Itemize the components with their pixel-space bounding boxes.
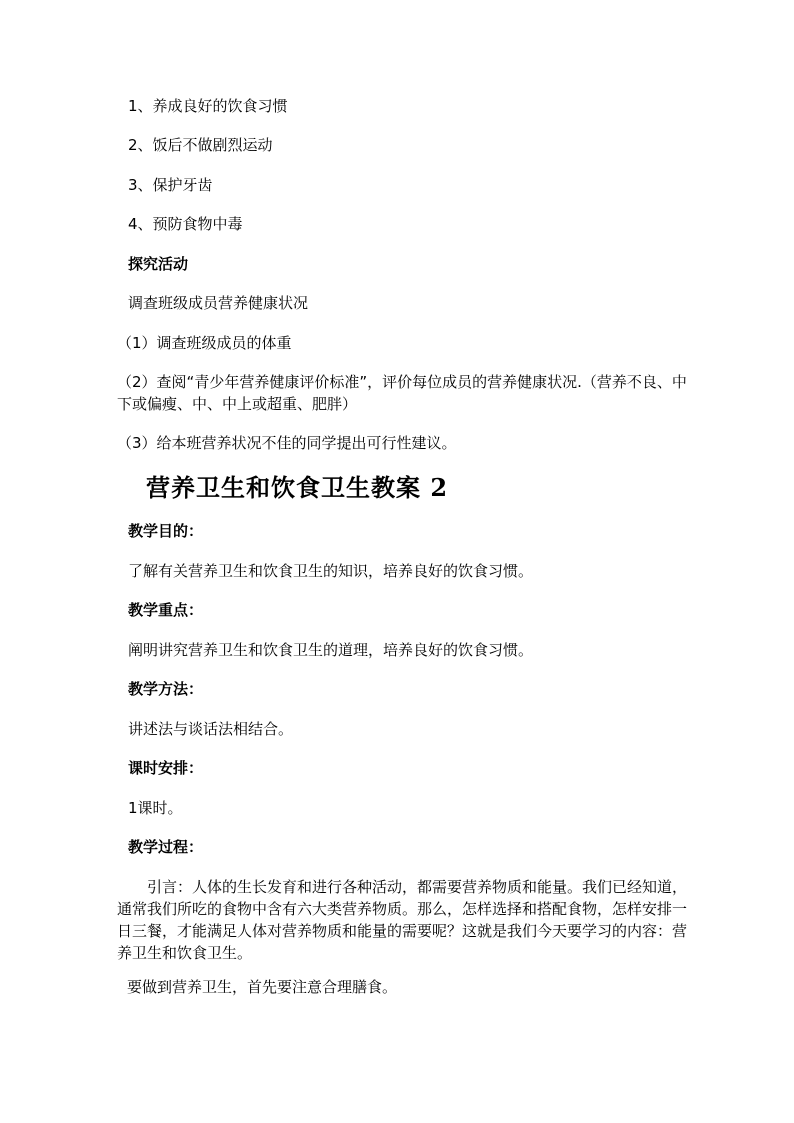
explore-heading: 探究活动 (128, 255, 189, 273)
objective-text: 了解有关营养卫生和饮食卫生的知识，培养良好的饮食习惯。 (128, 562, 534, 580)
lesson-title: 营养卫生和饮食卫生教案 2 (146, 473, 449, 502)
schedule-text: 1课时。 (128, 799, 183, 817)
method-text: 讲述法与谈话法相结合。 (128, 720, 294, 738)
explore-item-3: （3）给本班营养状况不佳的同学提出可行性建议。 (117, 434, 457, 452)
focus-text: 阐明讲究营养卫生和饮食卫生的道理，培养良好的饮食习惯。 (128, 641, 534, 659)
list-item-4: 4、预防食物中毒 (128, 215, 243, 233)
schedule-heading: 课时安排： (128, 759, 204, 777)
list-item-3: 3、保护牙齿 (128, 176, 213, 194)
method-heading: 教学方法： (128, 680, 204, 698)
list-item-1: 1、养成良好的饮食习惯 (128, 97, 288, 115)
process-intro: 引言：人体的生长发育和进行各种活动，都需要营养物质和能量。我们已经知道，通常我们所吃的食物中含有六大类营养物质。那么，怎样选择和搭配食物，怎样安排一日三餐，才能满足人体对营养物质和能量的需要呢？这就是我们今天要学习的内容：营养卫生和饮食卫生。 (117, 878, 688, 962)
explore-item-1: （1）调查班级成员的体重 (117, 334, 292, 352)
explore-item-2: （2）查阅“青少年营养健康评价标准”，评价每位成员的营养健康状况.（营养不良、中下或偏瘦、中、中上或超重、肥胖） (117, 373, 687, 413)
explore-intro: 调查班级成员营养健康状况 (128, 294, 309, 312)
process-next: 要做到营养卫生，首先要注意合理膳食。 (127, 978, 398, 996)
list-item-2: 2、饭后不做剧烈运动 (128, 136, 273, 154)
objective-heading: 教学目的： (128, 522, 204, 540)
process-heading: 教学过程： (128, 838, 204, 856)
focus-heading: 教学重点： (128, 601, 204, 619)
